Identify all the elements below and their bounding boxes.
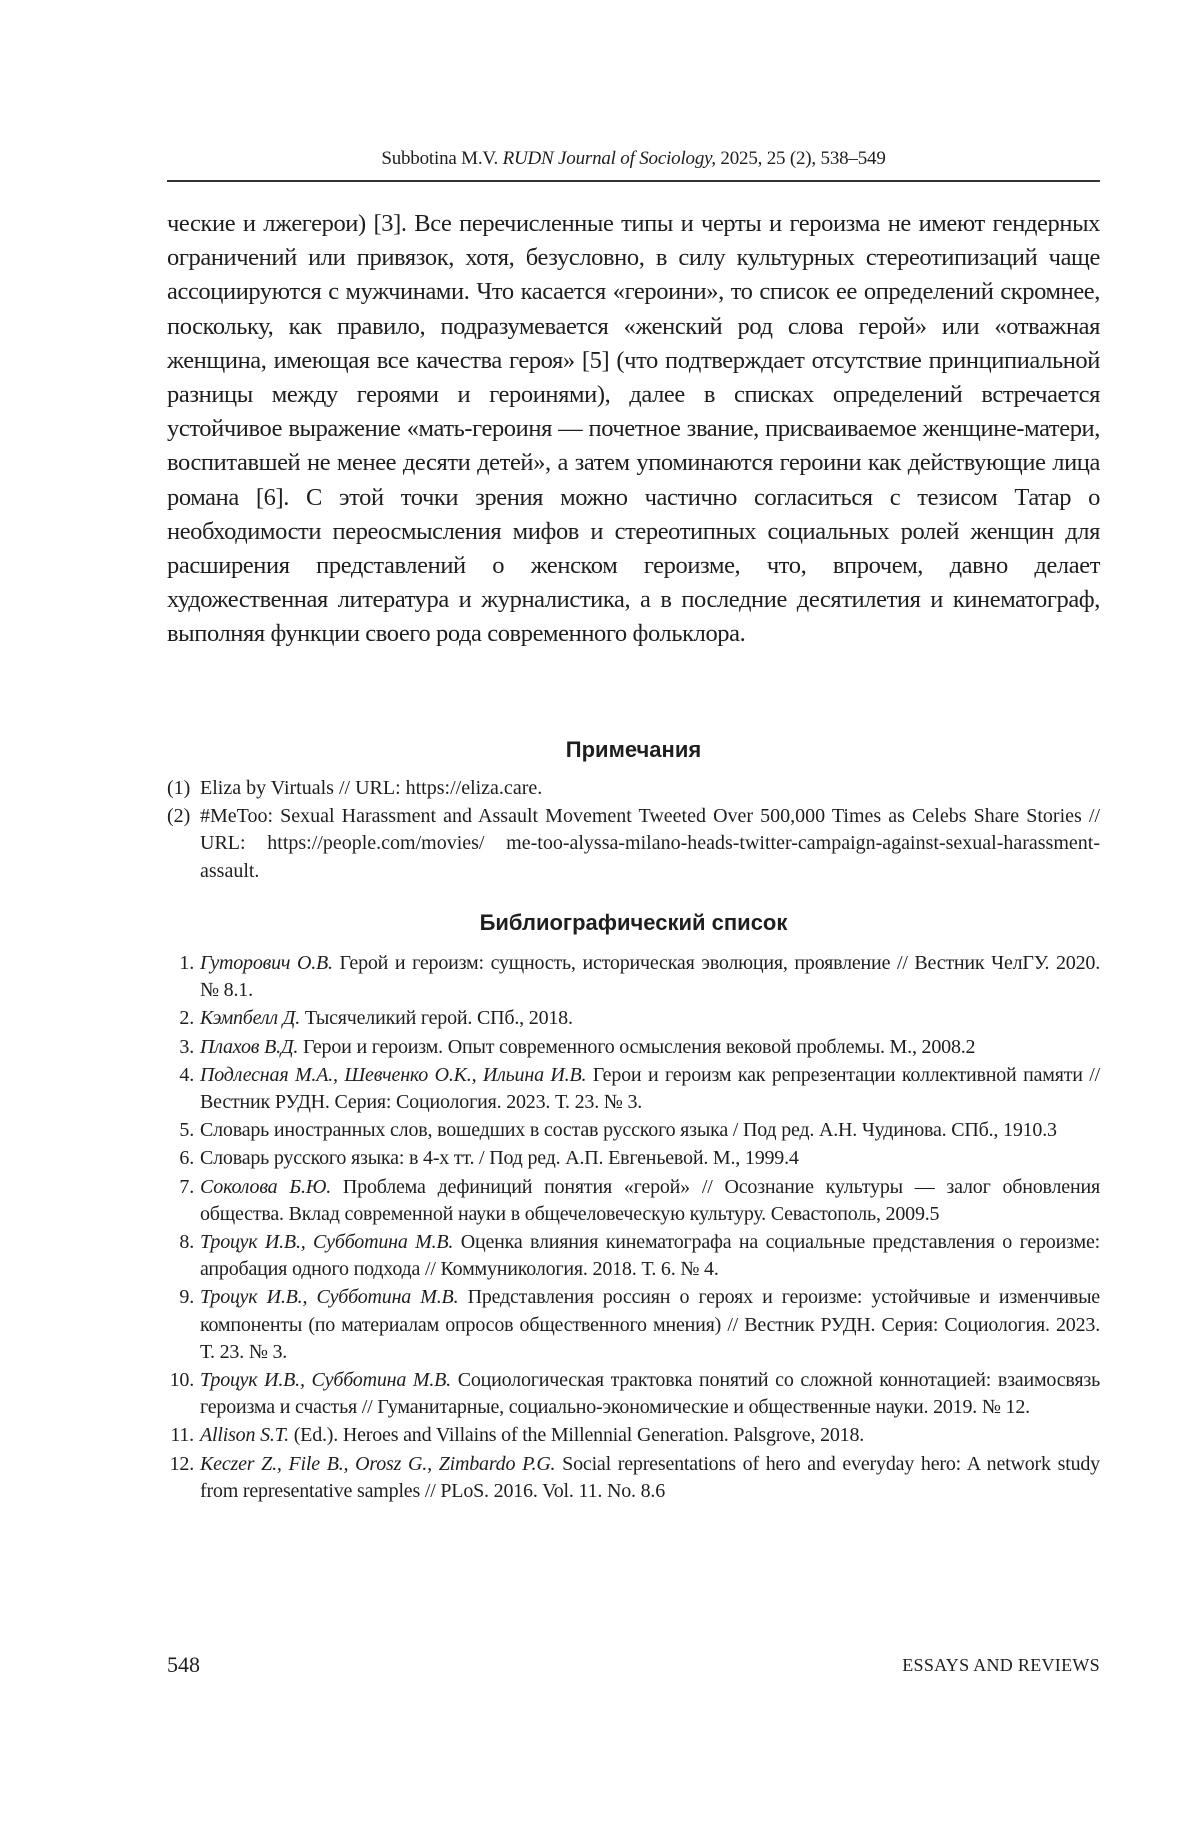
- reference-number: 10.: [169, 1369, 194, 1392]
- reference-item: [167, 1229, 1100, 1283]
- reference-number: 3.: [179, 1035, 194, 1058]
- reference-authors: Подлесная М.А., Шевченко О.К., Ильина И.В.: [200, 1063, 587, 1086]
- running-header: [167, 148, 1100, 170]
- reference-text: Словарь русского языка: в 4-х тт. / Под ред. А.П. Евгеньевой. М., 1999.4: [200, 1147, 799, 1170]
- reference-item: [167, 1174, 1100, 1228]
- header-issue: 2025, 25 (2), 538–549: [715, 148, 886, 169]
- reference-number: 12.: [169, 1452, 194, 1475]
- reference-text: Представления россиян о героях и героизме: устойчивые и изменчивые компоненты (по материалам опросов общественного мнения) // Вестник РУДН. Серия: Социология. 2023. Т. 23. № 3.: [200, 1286, 1100, 1363]
- header-journal: RUDN Journal of Sociology,: [502, 148, 716, 169]
- reference-text: Оценка влияния кинематографа на социальные представления о героизме: апробация одного подхода // Коммуникология. 2018. Т. 6. № 4.: [200, 1231, 1101, 1281]
- reference-item: [167, 950, 1100, 1004]
- header-rule: [167, 180, 1100, 182]
- reference-number: 8.: [179, 1231, 194, 1254]
- reference-item: [167, 1062, 1100, 1116]
- reference-number: 9.: [179, 1286, 194, 1309]
- reference-text: Герои и героизм. Опыт современного осмысления вековой проблемы. М., 2008.2: [298, 1035, 976, 1058]
- reference-number: 11.: [170, 1424, 194, 1447]
- reference-item: [167, 1284, 1100, 1366]
- reference-item: [167, 1117, 1100, 1144]
- reference-item: [167, 1145, 1100, 1172]
- reference-authors: Allison S.T.: [200, 1424, 289, 1447]
- reference-text: Герои и героизм как репрезентации коллективной памяти // Вестник РУДН. Серия: Социология. 2023. Т. 23. № 3.: [200, 1063, 1100, 1114]
- reference-text: Социологическая трактовка понятий со сложной коннотацией: взаимосвязь героизма и счастья // Гуманитарные, социально-экономические и общественные науки. 2019. № 12.: [200, 1369, 1100, 1419]
- reference-authors: Соколова Б.Ю.: [200, 1175, 332, 1198]
- note-text: #MeToo: Sexual Harassment and Assault Movement Tweeted Over 500,000 Times as Celebs Share Stories // URL: https://people.com/movies/ me-too-alyssa-milano-heads-twitter-campaign-against-sexual-harassment-assault.: [200, 804, 1100, 882]
- reference-text: (Ed.). Heroes and Villains of the Millennial Generation. Palsgrove, 2018.: [288, 1424, 865, 1447]
- reference-text: Проблема дефиниций понятия «герой» // Осознание культуры — залог обновления общества. Вклад современной науки в общечеловеческую культуру. Севастополь, 2009.5: [200, 1175, 1100, 1225]
- reference-item: [167, 1367, 1100, 1421]
- note-item: [167, 775, 1100, 803]
- notes-title: Примечания: [565, 737, 702, 762]
- reference-number: 2.: [179, 1007, 194, 1030]
- notes-list: [167, 775, 1100, 885]
- reference-item: [167, 1005, 1100, 1032]
- reference-text: Герой и героизм: сущность, историческая эволюция, проявление // Вестник ЧелГУ. 2020. № 8.1.: [200, 952, 1100, 1002]
- body-paragraph: ческие и лжегерои) [3]. Все перечисленные типы и черты и героизма не имеют гендерных ограничений или привязок, хотя, безусловно, в силу культурных стереотипизаций чаще ассоциируются с мужчинами. Что касается «героини», то список ее определений скромнее, поскольку, как правило, подразумевается «женский род слова герой» или «отважная женщина, имеющая все качества героя» [5] (что подтверждает отсутствие принципиальной разницы между героями и героинями), далее в списках определений встречается устойчивое выражение «мать-героиня — почетное звание, присваиваемое женщине-матери, воспитавшей не менее десяти детей», а затем упоминаются героини как действующие лица романа [6]. С этой точки зрения можно частично согласиться с тезисом Татар о необходимости переосмысления мифов и стереотипных социальных ролей женщин для расширения представлений о женском героизме, что, впрочем, давно делает художественная литература и журналистика, а в последние десятилетия и кинематограф, выполняя функции своего рода современного фольклора.: [167, 210, 1100, 648]
- reference-authors: Плахов В.Д.: [200, 1035, 299, 1058]
- page-number: 548: [167, 1652, 200, 1677]
- reference-authors: Троцук И.В., Субботина М.В.: [200, 1286, 459, 1309]
- references-list: [167, 950, 1100, 1506]
- reference-item: [167, 1422, 1100, 1449]
- reference-text: Словарь иностранных слов, вошедших в состав русского языка / Под ред. А.Н. Чудинова. СПб., 1910.3: [200, 1119, 1057, 1142]
- reference-text: Тысячеликий герой. СПб., 2018.: [300, 1007, 573, 1030]
- reference-item: [167, 1451, 1100, 1505]
- note-text: Eliza by Virtuals // URL: https://eliza.care.: [200, 777, 543, 799]
- note-number: (1): [167, 777, 191, 799]
- reference-item: [167, 1034, 1100, 1061]
- reference-number: 4.: [179, 1063, 194, 1086]
- reference-number: 5.: [179, 1119, 194, 1142]
- references-title: Библиографический список: [479, 910, 788, 935]
- reference-authors: Кэмпбелл Д.: [200, 1007, 301, 1030]
- reference-number: 7.: [179, 1175, 194, 1198]
- reference-authors: Троцук И.В., Субботина М.В.: [200, 1369, 451, 1392]
- note-number: (2): [167, 804, 191, 827]
- reference-text: Social representations of hero and everyday hero: A network study from representative samples // PLoS. 2016. Vol. 11. No. 8.6: [200, 1452, 1100, 1502]
- reference-number: 6.: [179, 1147, 194, 1170]
- reference-authors: Троцук И.В., Субботина М.В.: [200, 1231, 454, 1254]
- note-item: [167, 803, 1100, 886]
- reference-authors: Гуторович О.В.: [200, 952, 333, 974]
- reference-authors: Keczer Z., File B., Orosz G., Zimbardo P.G.: [200, 1452, 556, 1475]
- section-label: ESSAYS AND REVIEWS: [902, 1655, 1100, 1675]
- reference-number: 1.: [179, 952, 194, 974]
- header-author: Subbotina M.V.: [381, 148, 503, 169]
